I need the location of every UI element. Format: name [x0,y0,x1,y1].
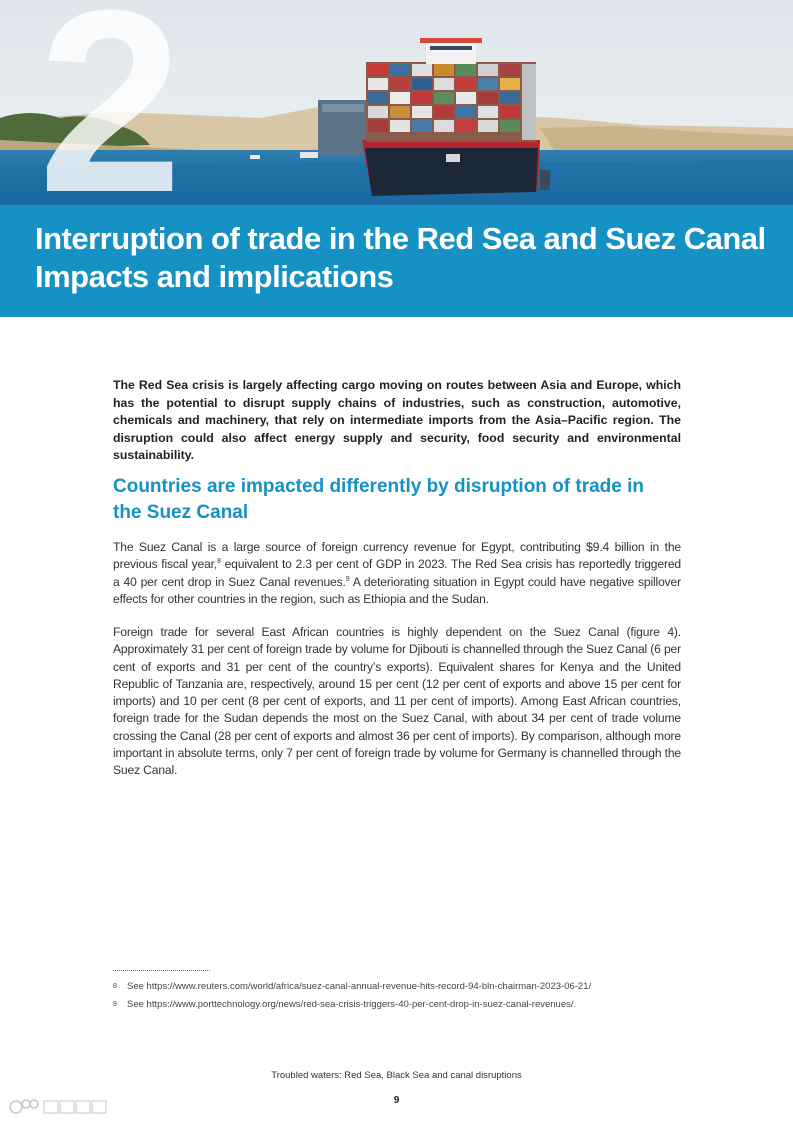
footnote-text[interactable]: See https://www.reuters.com/world/africa/suez-canal-annual-revenue-hits-record-94-bln-chairman-2023-06-21/ [127,981,592,992]
chapter-number: 2 [38,0,183,205]
page-number: 9 [393,1095,400,1106]
footnote-number: 8 [113,983,117,990]
footnote-ref-9[interactable]: 9 [345,575,350,583]
section-heading-line-1: Countries are impacted differently by disruption of trade in [113,476,645,497]
p1-text-c: A deteriorating situation in Egypt could have negative spillover effects for other countries in the region, such as Ethiopia and the Sudan. [113,574,681,606]
title-line-2: Impacts and implications [35,259,394,294]
footnote-9 [113,999,713,1011]
footnote-number: 9 [113,1001,117,1008]
lead-paragraph: The Red Sea crisis is largely affecting cargo moving on routes between Asia and Europe, which has the potential to disrupt supply chains of industries, such as construction, automotive, chemicals and machinery, that rely on intermediate imports from the Asia–Pacific region. The disruption could also affect energy supply and security, food security and environmental sustainability. [113,378,681,463]
body-paragraph-1 [113,539,681,608]
footnote-ref-8[interactable]: 8 [217,558,221,566]
p1-text-a: The Suez Canal is a large source of foreign currency revenue for Egypt, contributing $9.4 billion in the previous fiscal year, [113,540,681,572]
footnote-divider [113,970,210,971]
hero-image [0,0,793,205]
title-line-1: Interruption of trade in the Red Sea and Suez Canal [35,221,766,256]
title-band [0,205,793,317]
running-title: Troubled waters: Red Sea, Black Sea and canal disruptions [271,1070,522,1081]
footnote-8 [113,981,713,993]
section-heading-line-2: the Suez Canal [113,502,249,523]
body-paragraph-2: Foreign trade for several East African countries is highly dependent on the Suez Canal (figure 4). Approximately 31 per cent of foreign trade by volume for Djibouti is channelled through the Suez Canal (6 per cent of exports and 31 per cent of the country’s exports). Equivalent shares for Kenya and the United Republic of Tanzania are, respectively, around 15 per cent (12 per cent of exports and above 15 per cent for imports) and 10 per cent (8 per cent of exports, and 11 per cent of imports). Among East African countries, foreign trade for the Sudan depends the most on the Suez Canal, with about 34 per cent of trade volume crossing the Canal (28 per cent of exports and almost 36 per cent of imports). By comparison, although more important in absolute terms, only 7 per cent of foreign trade by volume for Germany is channelled through the Suez Canal. [113,625,681,778]
section-heading [113,474,653,526]
page-title [35,220,775,296]
footnote-text[interactable]: See https://www.porttechnology.org/news/red-sea-crisis-triggers-40-per-cent-drop-in-suez-canal-revenues/. [127,999,577,1010]
watermark-logo [8,1096,108,1118]
p1-text-b: equivalent to 2.3 per cent of GDP in 2023. The Red Sea crisis has reportedly triggered a 40 per cent drop in Suez Canal revenues. [113,557,681,589]
